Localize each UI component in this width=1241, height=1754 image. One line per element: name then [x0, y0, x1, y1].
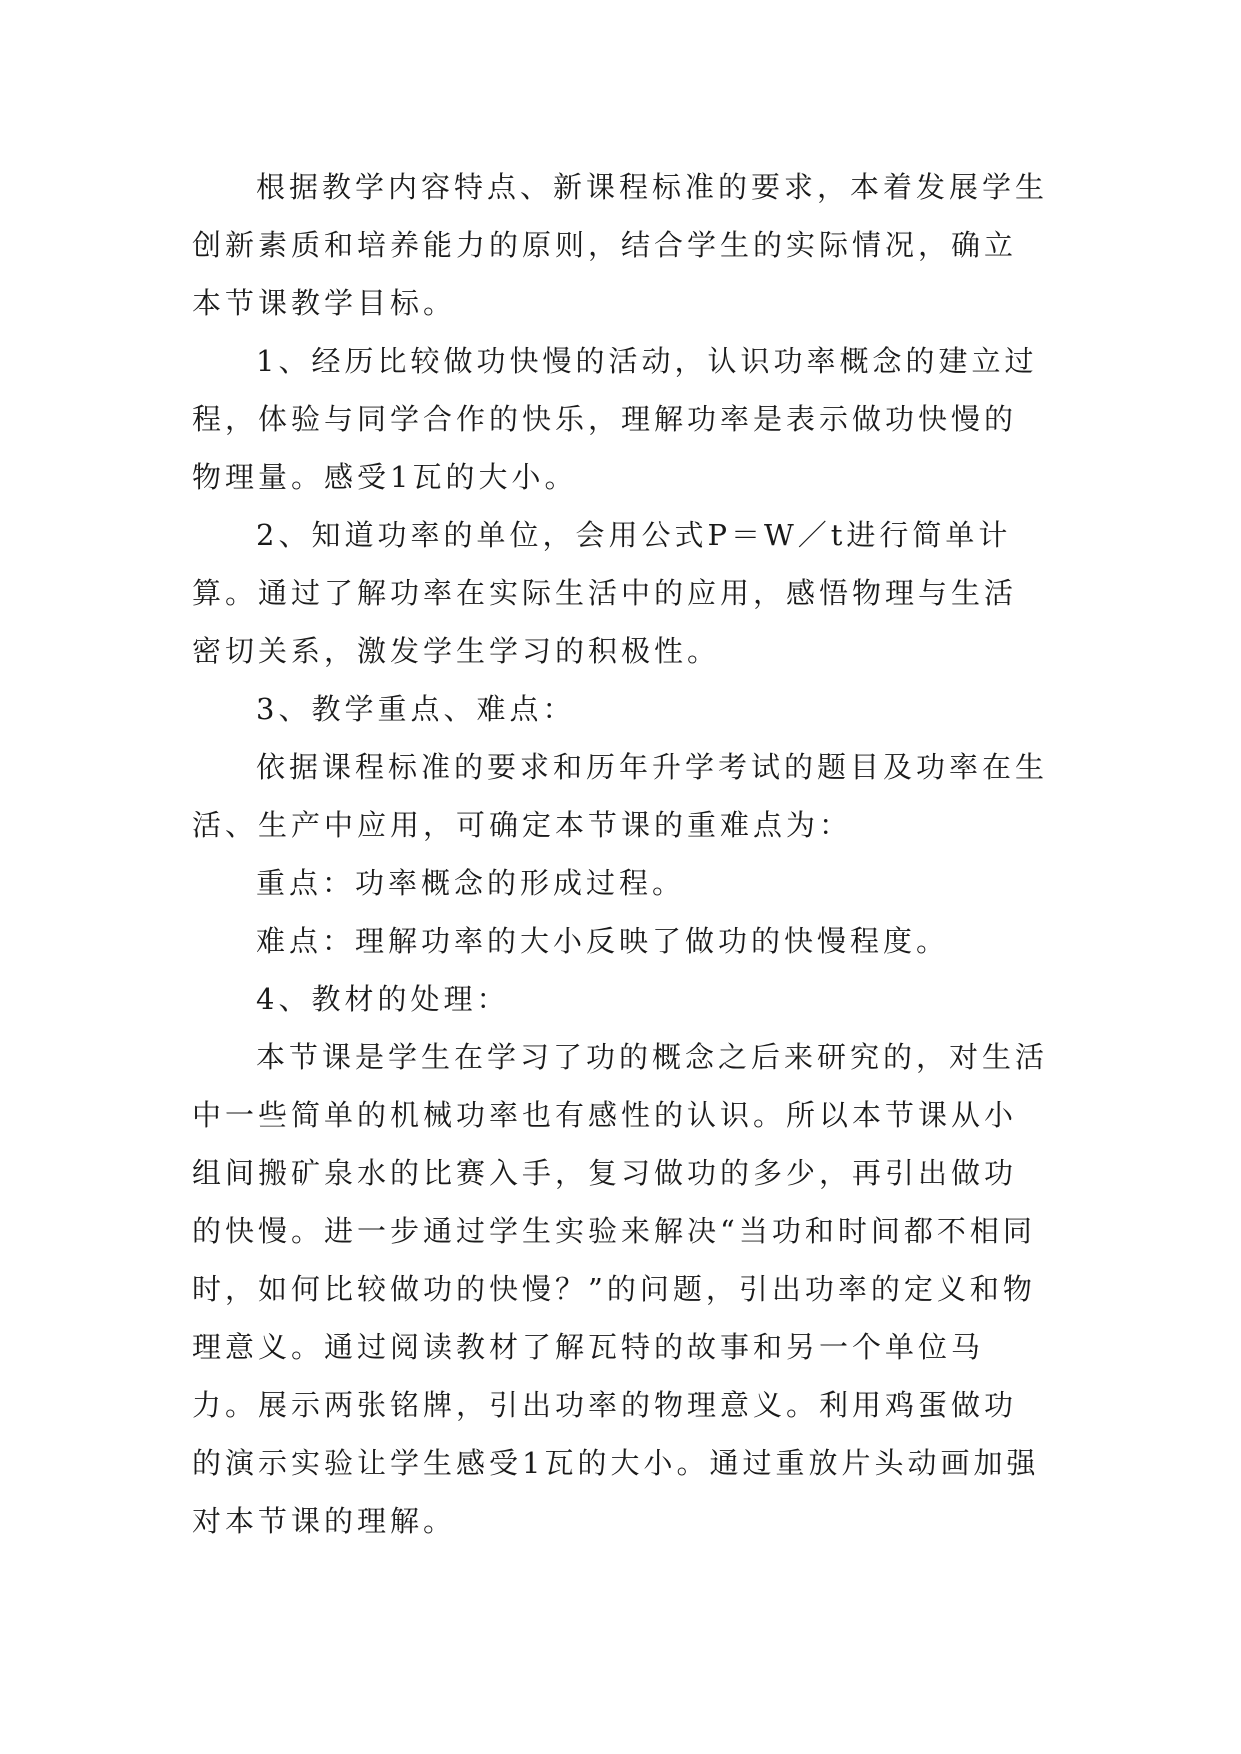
difficult-point-paragraph: 难点：理解功率的大小反映了做功的快慢程度。 — [256, 924, 950, 958]
document-body — [192, 158, 1048, 1550]
key-points-basis-paragraph: 依据课程标准的要求和历年升学考试的题目及功率在生活、生产中应用，可确定本节课的重难点为： — [192, 750, 1049, 842]
intro-paragraph: 根据教学内容特点、新课程标准的要求，本着发展学生创新素质和培养能力的原则，结合学生的实际情况，确立本节课教学目标。 — [192, 170, 1049, 320]
textbook-handling-paragraph: 本节课是学生在学习了功的概念之后来研究的，对生活中一些简单的机械功率也有感性的认识。所以本节课从小组间搬矿泉水的比赛入手，复习做功的多少，再引出做功的快慢。进一步通过学生实验来解决“当功和时间都不相同时，如何比较做功的快慢？”的问题，引出功率的定义和物理意义。通过阅读教材了解瓦特的故事和另一个单位马力。展示两张铭牌，引出功率的物理意义。利用鸡蛋做功的演示实验让学生感受1瓦的大小。通过重放片头动画加强对本节课的理解。 — [192, 1040, 1049, 1538]
textbook-handling-heading: 4、教材的处理： — [256, 982, 510, 1016]
objective-2-paragraph: 2、知道功率的单位，会用公式P＝W／t进行简单计算。通过了解功率在实际生活中的应用，感悟物理与生活密切关系，激发学生学习的积极性。 — [192, 518, 1018, 668]
objective-1-paragraph: 1、经历比较做功快慢的活动，认识功率概念的建立过程，体验与同学合作的快乐，理解功率是表示做功快慢的物理量。感受1瓦的大小。 — [192, 344, 1038, 494]
key-points-heading: 3、教学重点、难点： — [256, 692, 576, 726]
key-point-paragraph: 重点：功率概念的形成过程。 — [256, 866, 686, 900]
